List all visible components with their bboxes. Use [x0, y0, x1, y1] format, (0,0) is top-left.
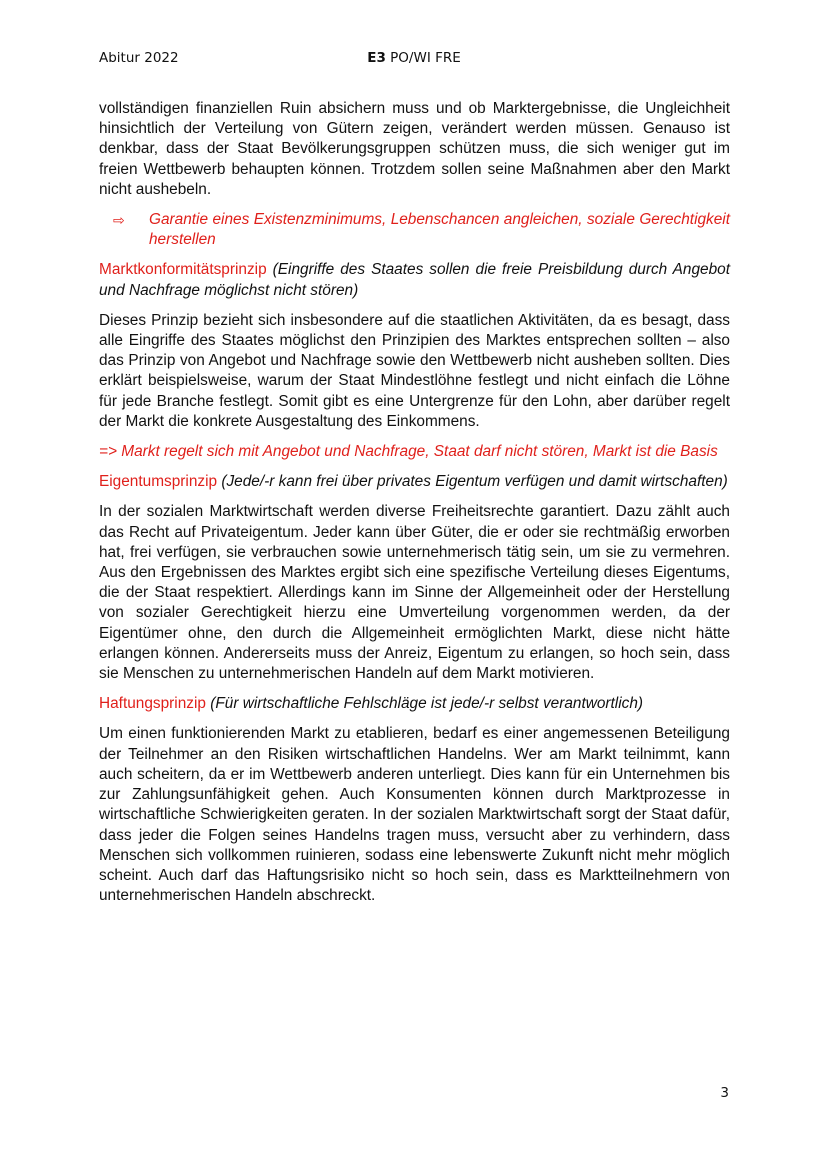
heading-haftung: [99, 694, 730, 714]
heading-subtitle: (Jede/-r kann frei über privates Eigentum verfügen und damit wirtschaften): [217, 473, 728, 491]
heading-eigentum: [99, 472, 730, 492]
heading-title: Haftungsprinzip: [99, 695, 206, 713]
page-header: [99, 50, 729, 70]
paragraph-haftung: Um einen funktionierenden Markt zu etablieren, bedarf es einer angemessenen Beteiligung der Teilnehmer an den Risiken wirtschaftlichen Handelns. Wer am Markt teilnimmt, kann auch scheitern, da er im Wettbewerb anderen unterliegt. Dies kann für ein Unternehmen bis zur Zahlungsunfähigkeit gehen. Auch Konsumenten können durch Marktprozesse in wirtschaftliche Schwierigkeiten geraten. In der sozialen Marktwirtschaft sorgt der Staat dafür, dass jeder die Folgen seines Handelns tragen muss, versucht aber zu verhindern, dass Menschen sich vollkommen ruinieren, sodass eine lebenswerte Zukunft nicht mehr möglich scheint. Auch darf das Haftungsrisiko nicht so hoch sein, dass es Marktteilnehmern von unternehmerischen Handeln abschreckt.: [99, 725, 730, 905]
header-code-rest: PO/WI FRE: [385, 50, 461, 66]
heading-subtitle: (Eingriffe des Staates sollen die freie Preisbildung durch Angebot und Nachfrage möglichst nicht stören): [99, 261, 730, 299]
heading-subtitle: (Für wirtschaftliche Fehlschläge ist jede/-r selbst verantwortlich): [205, 695, 644, 713]
heading-marktkonformitaet: [99, 260, 730, 300]
header-code-bold: E3: [367, 50, 386, 66]
heading-title: Eigentumsprinzip: [99, 473, 218, 491]
paragraph-eigentum: In der sozialen Marktwirtschaft werden diverse Freiheitsrechte garantiert. Dazu zählt auch das Recht auf Privateigentum. Jeder kann über Güter, die er oder sie rechtmäßig erworben hat, frei verfügen, sie verbrauchen sowie unternehmerisch tätig sein, um sie zu vermehren. Aus den Ergebnissen des Marktes ergibt sich eine spezifische Verteilung dieses Eigentums, die der Staat respektiert. Allerdings kann im Sinne der Allgemeinheit oder der Herstellung von sozialer Gerechtigkeit hierzu eine Umverteilung vorgenommen werden, da der Eigentümer ohne, den durch die Allgemeinheit ermöglichten Markt, diese nicht hätte erlangen können. Andererseits muss der Anreiz, Eigentum zu erlangen, so hoch sein, dass sie Menschen zu unternehmerischen Handeln auf dem Markt motivieren.: [99, 503, 730, 683]
document-body: [99, 99, 730, 916]
summary-markt: => Markt regelt sich mit Angebot und Nachfrage, Staat darf nicht stören, Markt ist die Basis: [99, 443, 718, 461]
paragraph-marktkonformitaet: Dieses Prinzip bezieht sich insbesondere auf die staatlichen Aktivitäten, da es besagt, dass alle Eingriffe des Staates möglichst den Prinzipien des Marktes entsprechen sollten – also das Prinzip von Angebot und Nachfrage sowie den Wettbewerb nicht ausheben sollten. Dies erklärt beispielsweise, warum der Staat Mindestlöhne festlegt und nicht einfach die Löhne für jede Branche festlegt. Somit gibt es eine Untergrenze für den Lohn, aber darüber regelt der Markt die konkrete Ausgestaltung des Einkommens.: [99, 311, 730, 430]
page-number: 3: [720, 1085, 729, 1101]
summary-social: [99, 210, 730, 250]
header-exam-year: Abitur 2022: [99, 50, 179, 66]
intro-paragraph: vollständigen finanziellen Ruin absichern muss und ob Marktergebnisse, die Ungleichheit hinsichtlich der Verteilung von Gütern zeigen, verändert werden müssen. Genauso ist denkbar, dass der Staat Bevölkerungsgruppen schützen muss, die sich weniger gut im freien Wettbewerb behaupten können. Trotzdem sollen seine Maßnahmen aber den Markt nicht aushebeln.: [99, 100, 730, 198]
heading-title: Marktkonformitätsprinzip: [99, 261, 267, 279]
header-course-code: [99, 50, 729, 66]
arrow-right-icon: ⇨: [113, 212, 125, 229]
summary-social-text: Garantie eines Existenzminimums, Lebenschancen angleichen, soziale Gerechtigkeit herstellen: [149, 211, 730, 249]
